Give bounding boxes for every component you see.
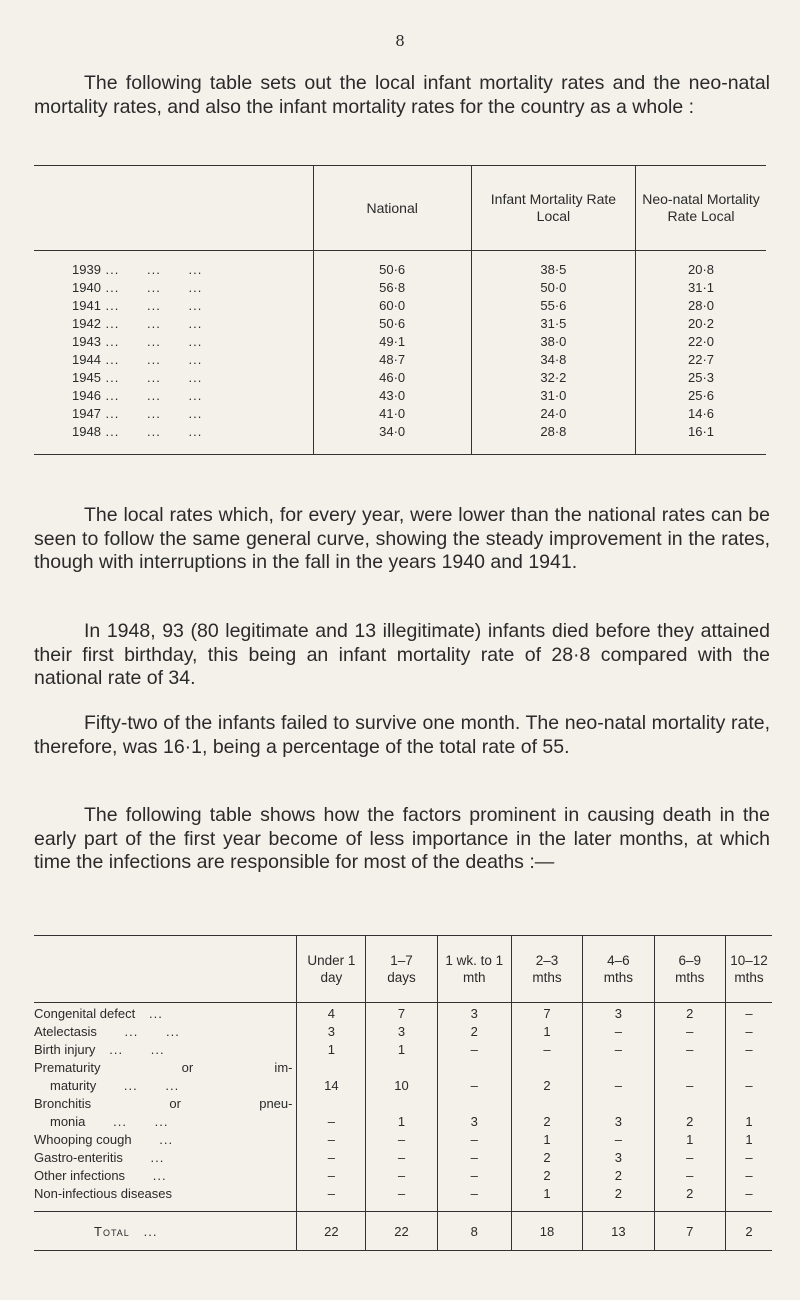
table2-header-col: 1–7 days: [366, 936, 437, 1003]
national-rate-cell: 41·0: [313, 404, 471, 422]
empty-cell: [366, 1057, 437, 1075]
count-cell: –: [297, 1129, 366, 1147]
count-cell: 2: [654, 1111, 725, 1129]
empty-cell: [726, 1093, 773, 1111]
total-label: Total: [94, 1223, 130, 1239]
cause-cell: [34, 1165, 297, 1183]
page-number: 8: [395, 32, 405, 50]
neonatal-rate-cell: 22·7: [636, 350, 767, 368]
leader-dots: ... ... ...: [100, 387, 203, 403]
count-cell: –: [437, 1183, 511, 1201]
cause-cell: [34, 1075, 297, 1093]
count-cell: 1: [726, 1129, 773, 1147]
year-cell: [34, 296, 313, 314]
leader-dots: ...: [129, 1223, 158, 1239]
count-cell: –: [437, 1165, 511, 1183]
cause-cell: [34, 1129, 297, 1147]
leader-dots: ... ...: [96, 1024, 180, 1039]
cause-cell: [34, 1003, 297, 1022]
total-cell: 13: [583, 1212, 654, 1251]
national-rate-cell: 60·0: [313, 296, 471, 314]
count-cell: –: [366, 1183, 437, 1201]
total-row: [34, 1212, 772, 1251]
count-cell: 7: [511, 1003, 582, 1022]
year-cell: [34, 386, 313, 404]
count-cell: 1: [511, 1183, 582, 1201]
cause-label: Whooping cough: [34, 1132, 132, 1147]
count-cell: –: [511, 1039, 582, 1057]
table2-header-col: 2–3 mths: [511, 936, 582, 1003]
count-cell: –: [726, 1021, 773, 1039]
table-row: [34, 1075, 772, 1093]
infant-rate-cell: 50·0: [471, 278, 635, 296]
cause-cell: [34, 1039, 297, 1057]
table-row: [34, 251, 766, 279]
total-cell: 22: [297, 1212, 366, 1251]
year-label: 1946: [72, 387, 101, 403]
leader-dots: ... ... ...: [100, 351, 203, 367]
total-cell: 18: [511, 1212, 582, 1251]
leader-dots: ...: [125, 1168, 167, 1183]
leader-dots: ...: [122, 1150, 165, 1165]
paragraph-factors: The following table shows how the factors prominent in causing death in the early part of the first year become of less importance in the later months, at which time the infections are responsible for most of the deaths :—: [34, 804, 770, 873]
count-cell: –: [366, 1147, 437, 1165]
leader-dots: ... ...: [85, 1114, 169, 1129]
count-cell: –: [366, 1129, 437, 1147]
total-cell: 8: [437, 1212, 511, 1251]
table2-header-col: 6–9 mths: [654, 936, 725, 1003]
year-label: 1939: [72, 261, 101, 277]
count-cell: –: [583, 1129, 654, 1147]
table-row: [34, 368, 766, 386]
count-cell: 14: [297, 1075, 366, 1093]
table-row: [34, 1039, 772, 1057]
count-cell: –: [583, 1021, 654, 1039]
paragraph-local-rates: The local rates which, for every year, were lower than the national rates can be seen to follow the same general curve, showing the steady improvement in the rates, though with interruptions in the fall in the years 1940 and 1941.: [34, 504, 770, 573]
neonatal-rate-cell: 28·0: [636, 296, 767, 314]
leader-dots: ...: [131, 1132, 174, 1147]
leader-dots: ... ... ...: [100, 261, 203, 277]
table-row-continued: [34, 1093, 772, 1111]
count-cell: –: [437, 1039, 511, 1057]
count-cell: –: [583, 1075, 654, 1093]
national-rate-cell: 50·6: [313, 314, 471, 332]
empty-cell: [654, 1093, 725, 1111]
cause-cell: [34, 1111, 297, 1129]
spacer-cell: [583, 1201, 654, 1212]
neonatal-rate-cell: 25·3: [636, 368, 767, 386]
count-cell: –: [654, 1165, 725, 1183]
count-cell: 2: [511, 1075, 582, 1093]
table1-header-infant-local: Infant Mortality Rate Local: [471, 166, 635, 251]
national-rate-cell: 34·0: [313, 422, 471, 455]
cause-cell: Prematurity or im-: [34, 1060, 293, 1075]
table-row: [34, 350, 766, 368]
year-label: 1945: [72, 369, 101, 385]
year-cell: [34, 278, 313, 296]
count-cell: 2: [511, 1165, 582, 1183]
spacer-cell: [726, 1201, 773, 1212]
spacer-cell: [297, 1201, 366, 1212]
table-row: [34, 422, 766, 455]
count-cell: –: [726, 1003, 773, 1022]
national-rate-cell: 49·1: [313, 332, 471, 350]
year-label: 1940: [72, 279, 101, 295]
year-cell: [34, 350, 313, 368]
count-cell: –: [297, 1147, 366, 1165]
spacer-row: [34, 1201, 772, 1212]
infant-rate-cell: 38·0: [471, 332, 635, 350]
infant-rate-cell: 55·6: [471, 296, 635, 314]
total-cell: 2: [726, 1212, 773, 1251]
neonatal-rate-cell: 14·6: [636, 404, 767, 422]
table-row: [34, 1003, 772, 1022]
count-cell: –: [437, 1147, 511, 1165]
cause-label: maturity: [50, 1078, 97, 1093]
cause-cell: Bronchitis or pneu-: [34, 1096, 293, 1111]
infant-rate-cell: 24·0: [471, 404, 635, 422]
count-cell: –: [726, 1183, 773, 1201]
infant-rate-cell: 28·8: [471, 422, 635, 455]
count-cell: 10: [366, 1075, 437, 1093]
table-row: [34, 386, 766, 404]
cause-cell: [34, 1183, 297, 1201]
count-cell: 1: [366, 1039, 437, 1057]
table-row-continued: [34, 1057, 772, 1075]
empty-cell: [297, 1057, 366, 1075]
leader-dots: ... ... ...: [100, 369, 203, 385]
paragraph-neonatal: Fifty-two of the infants failed to survive one month. The neo-natal mortality rate, therefore, was 16·1, being a percentage of the total rate of 55.: [34, 712, 770, 758]
neonatal-rate-cell: 22·0: [636, 332, 767, 350]
empty-cell: [366, 1093, 437, 1111]
count-cell: 1: [654, 1129, 725, 1147]
leader-dots: ... ...: [96, 1078, 180, 1093]
empty-cell: [583, 1093, 654, 1111]
empty-cell: [726, 1057, 773, 1075]
cause-label: Other infections: [34, 1168, 126, 1183]
neonatal-rate-cell: 31·1: [636, 278, 767, 296]
empty-cell: [437, 1057, 511, 1075]
count-cell: 1: [366, 1111, 437, 1129]
national-rate-cell: 43·0: [313, 386, 471, 404]
count-cell: 1: [297, 1039, 366, 1057]
spacer-cell: [654, 1201, 725, 1212]
table2-header-col: 4–6 mths: [583, 936, 654, 1003]
year-label: 1942: [72, 315, 101, 331]
leader-dots: ... ... ...: [100, 333, 203, 349]
causes-of-death-table: [34, 935, 772, 1251]
year-label: 1947: [72, 405, 101, 421]
count-cell: 3: [437, 1003, 511, 1022]
cause-cell: [34, 1147, 297, 1165]
total-cell: 22: [366, 1212, 437, 1251]
count-cell: –: [297, 1183, 366, 1201]
count-cell: –: [726, 1075, 773, 1093]
year-cell: [34, 251, 313, 279]
table2-header-col: 1 wk. to 1 mth: [437, 936, 511, 1003]
count-cell: –: [726, 1039, 773, 1057]
count-cell: –: [437, 1129, 511, 1147]
table-row: [34, 332, 766, 350]
count-cell: 4: [297, 1003, 366, 1022]
cause-label: Non-infectious diseases: [34, 1186, 173, 1201]
count-cell: 3: [583, 1147, 654, 1165]
leader-dots: ...: [135, 1006, 163, 1021]
cause-label: Gastro-enteritis: [34, 1150, 123, 1165]
table-row: [34, 1147, 772, 1165]
national-rate-cell: 48·7: [313, 350, 471, 368]
empty-cell: [654, 1057, 725, 1075]
cause-label: Birth injury: [34, 1042, 96, 1057]
year-label: 1943: [72, 333, 101, 349]
count-cell: –: [654, 1021, 725, 1039]
count-cell: –: [654, 1075, 725, 1093]
table-row: [34, 404, 766, 422]
national-rate-cell: 56·8: [313, 278, 471, 296]
leader-dots: ... ... ...: [100, 315, 203, 331]
paragraph-1948-deaths: In 1948, 93 (80 legitimate and 13 illegitimate) infants died before they attained their first birthday, this being an infant mortality rate of 28·8 compared with the national rate of 34.: [34, 620, 770, 689]
count-cell: –: [437, 1075, 511, 1093]
cause-label: Congenital defect: [34, 1006, 136, 1021]
year-label: 1948: [72, 423, 101, 439]
count-cell: –: [654, 1039, 725, 1057]
spacer-cell: [366, 1201, 437, 1212]
table1-header-blank: [34, 166, 313, 251]
count-cell: 1: [511, 1129, 582, 1147]
year-cell: [34, 404, 313, 422]
year-cell: [34, 368, 313, 386]
total-label-cell: [34, 1212, 297, 1251]
count-cell: 2: [583, 1183, 654, 1201]
table-row: [34, 1183, 772, 1201]
count-cell: 3: [583, 1003, 654, 1022]
table-row: [34, 314, 766, 332]
count-cell: 3: [297, 1021, 366, 1039]
count-cell: 3: [366, 1021, 437, 1039]
year-cell: [34, 422, 313, 455]
cause-label: monia: [50, 1114, 86, 1129]
count-cell: 2: [511, 1147, 582, 1165]
leader-dots: ... ... ...: [100, 405, 203, 421]
neonatal-rate-cell: 16·1: [636, 422, 767, 455]
count-cell: –: [654, 1147, 725, 1165]
national-rate-cell: 50·6: [313, 251, 471, 279]
table2-header-col: Under 1 day: [297, 936, 366, 1003]
spacer-cell: [511, 1201, 582, 1212]
count-cell: 2: [654, 1183, 725, 1201]
total-cell: 7: [654, 1212, 725, 1251]
empty-cell: [297, 1093, 366, 1111]
cause-cell: [34, 1021, 297, 1039]
table2-header-blank: [34, 936, 297, 1003]
count-cell: 1: [511, 1021, 582, 1039]
year-label: 1941: [72, 297, 101, 313]
count-cell: 1: [726, 1111, 773, 1129]
count-cell: 2: [511, 1111, 582, 1129]
leader-dots: ... ... ...: [100, 279, 203, 295]
leader-dots: ... ... ...: [100, 423, 203, 439]
count-cell: 2: [437, 1021, 511, 1039]
spacer-cell: [34, 1201, 297, 1212]
table2-header-col: 10–12 mths: [726, 936, 773, 1003]
count-cell: 7: [366, 1003, 437, 1022]
neonatal-rate-cell: 20·2: [636, 314, 767, 332]
infant-mortality-rates-table: [34, 165, 766, 455]
table-row: [34, 1165, 772, 1183]
count-cell: –: [726, 1165, 773, 1183]
infant-rate-cell: 31·0: [471, 386, 635, 404]
infant-rate-cell: 34·8: [471, 350, 635, 368]
neonatal-rate-cell: 20·8: [636, 251, 767, 279]
year-cell: [34, 314, 313, 332]
count-cell: –: [297, 1165, 366, 1183]
table1-header-national: National: [313, 166, 471, 251]
count-cell: 3: [583, 1111, 654, 1129]
empty-cell: [437, 1093, 511, 1111]
table1-header-neonatal-local: Neo-natal Mortality Rate Local: [636, 166, 767, 251]
table-row: [34, 1111, 772, 1129]
count-cell: 3: [437, 1111, 511, 1129]
neonatal-rate-cell: 25·6: [636, 386, 767, 404]
count-cell: 2: [654, 1003, 725, 1022]
national-rate-cell: 46·0: [313, 368, 471, 386]
spacer-cell: [437, 1201, 511, 1212]
empty-cell: [511, 1093, 582, 1111]
table-row: [34, 1129, 772, 1147]
leader-dots: ... ... ...: [100, 297, 203, 313]
count-cell: –: [297, 1111, 366, 1129]
leader-dots: ... ...: [95, 1042, 165, 1057]
empty-cell: [583, 1057, 654, 1075]
intro-paragraph: The following table sets out the local infant mortality rates and the neo-natal mortality rates, and also the infant mortality rates for the country as a whole :: [34, 72, 770, 118]
infant-rate-cell: 32·2: [471, 368, 635, 386]
infant-rate-cell: 31·5: [471, 314, 635, 332]
year-label: 1944: [72, 351, 101, 367]
count-cell: –: [583, 1039, 654, 1057]
infant-rate-cell: 38·5: [471, 251, 635, 279]
count-cell: –: [366, 1165, 437, 1183]
table-row: [34, 278, 766, 296]
year-cell: [34, 332, 313, 350]
empty-cell: [511, 1057, 582, 1075]
count-cell: –: [726, 1147, 773, 1165]
table-row: [34, 1021, 772, 1039]
count-cell: 2: [583, 1165, 654, 1183]
cause-label: Atelectasis: [34, 1024, 97, 1039]
table-row: [34, 296, 766, 314]
